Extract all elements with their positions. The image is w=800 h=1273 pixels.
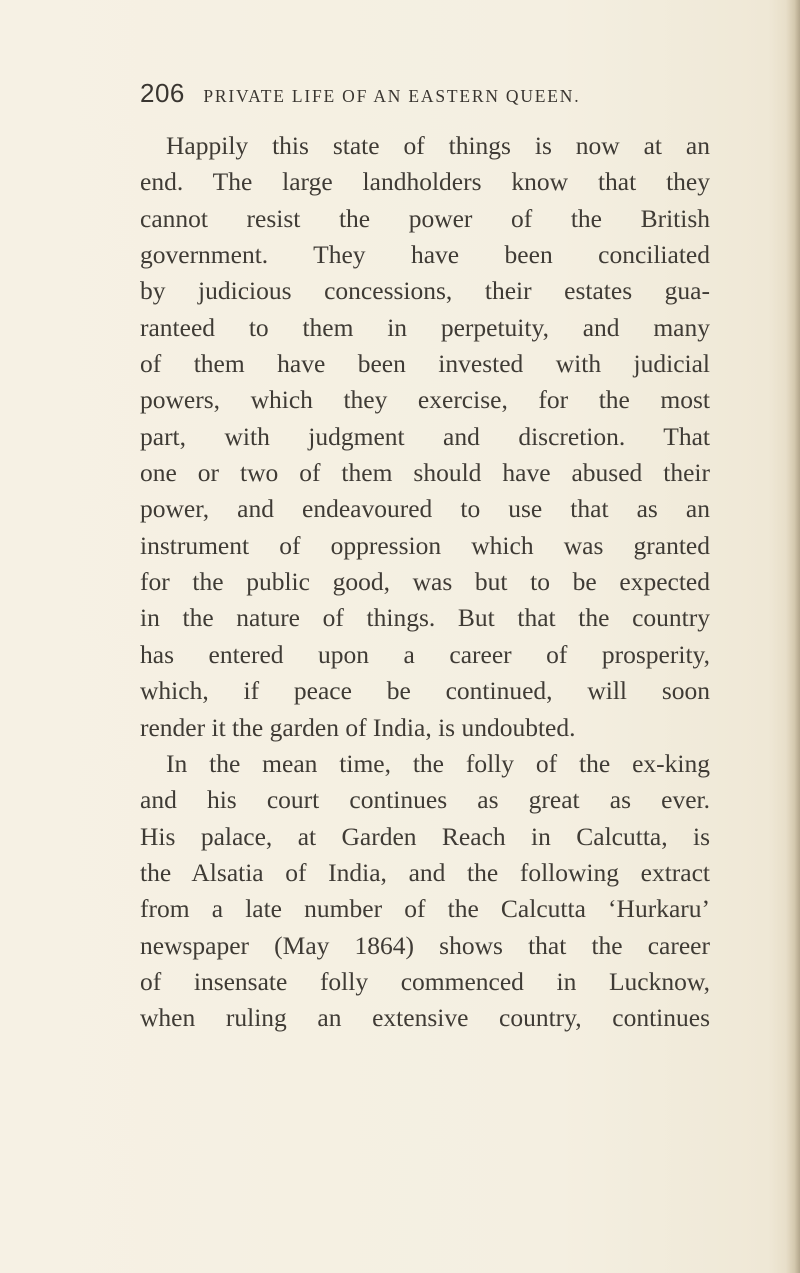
text-line: of them have been invested with judicial — [140, 349, 710, 379]
text-line: cannot resist the power of the British — [140, 203, 710, 233]
text-line: for the public good, was but to be expected — [140, 567, 710, 597]
text-line: His palace, at Garden Reach in Calcutta, is — [140, 821, 710, 851]
text-line: which, if peace be continued, will soon — [140, 676, 710, 706]
text-line: and his court continues as great as ever. — [140, 785, 710, 815]
text-line: of insensate folly commenced in Lucknow, — [140, 966, 710, 996]
page-header — [140, 78, 700, 114]
page-number: 206 — [140, 78, 185, 108]
text-line: when ruling an extensive country, continues — [140, 1003, 710, 1033]
text-line: has entered upon a career of prosperity, — [140, 639, 710, 669]
text-line: one or two of them should have abused their — [140, 458, 710, 488]
text-line: by judicious concessions, their estates gua- — [140, 276, 710, 306]
text-line: instrument of oppression which was granted — [140, 530, 710, 560]
text-line: In the mean time, the folly of the ex-king — [166, 748, 710, 778]
running-title: PRIVATE LIFE OF AN EASTERN QUEEN. — [203, 86, 581, 106]
body-text — [140, 128, 710, 1037]
text-line: from a late number of the Calcutta ‘Hurkaru’ — [140, 894, 710, 924]
text-line: powers, which they exercise, for the most — [140, 385, 710, 415]
text-line: render it the garden of India, is undoubted. — [140, 712, 576, 742]
text-line: the Alsatia of India, and the following extract — [140, 857, 710, 887]
text-line: government. They have been conciliated — [140, 240, 710, 270]
text-line: Happily this state of things is now at an — [166, 131, 710, 160]
text-line: ranteed to them in perpetuity, and many — [140, 312, 710, 342]
text-line: newspaper (May 1864) shows that the career — [140, 930, 710, 960]
page-edge-shadow — [786, 0, 800, 1273]
text-line: end. The large landholders know that they — [140, 167, 710, 197]
text-line: power, and endeavoured to use that as an — [140, 494, 710, 524]
text-line: in the nature of things. But that the country — [140, 603, 710, 633]
text-line: part, with judgment and discretion. That — [140, 421, 710, 451]
